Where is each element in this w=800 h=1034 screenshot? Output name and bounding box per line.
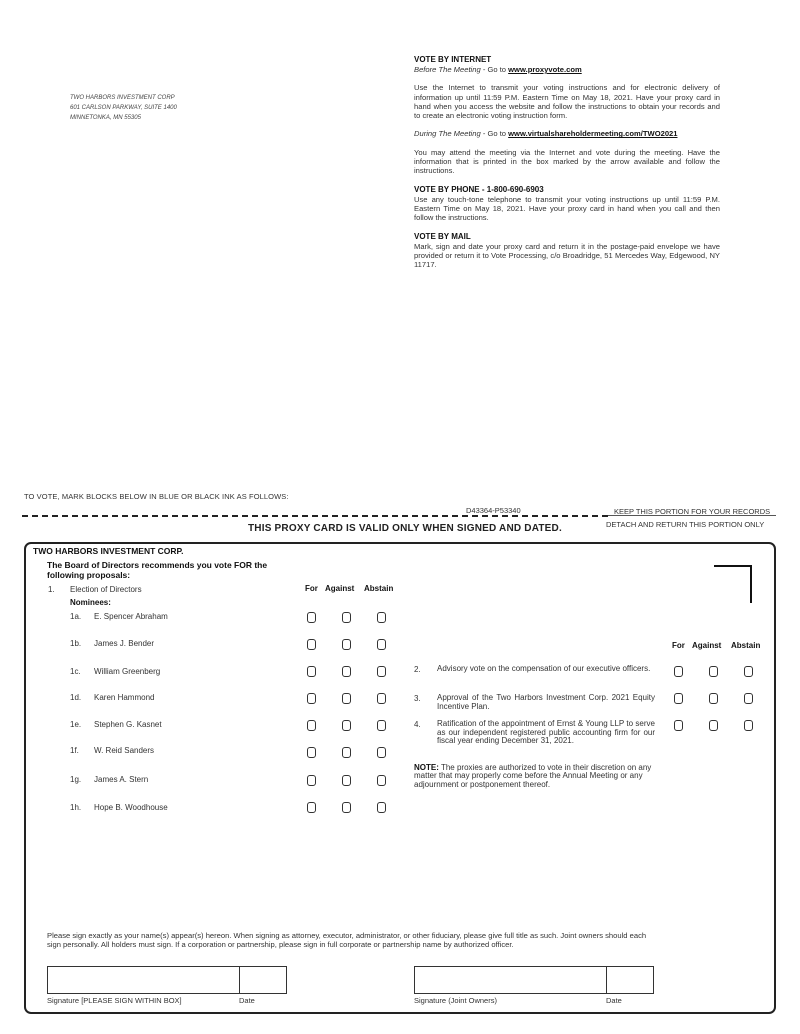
vote-against-checkbox[interactable]	[342, 612, 351, 623]
vote-for-checkbox[interactable]	[674, 666, 683, 677]
nominee-name: E. Spencer Abraham	[94, 612, 168, 621]
during-text: You may attend the meeting via the Internet and vote during the meeting. Have the information that is printed in the box marked by the arrow available and follow the instructions.	[414, 147, 720, 176]
vote-for-checkbox[interactable]	[307, 693, 316, 704]
virtual-meeting-link[interactable]: www.virtualshareholdermeeting.com/TWO2021	[508, 129, 678, 139]
proposal-number: 3.	[414, 694, 421, 703]
to-vote-instruction: TO VOTE, MARK BLOCKS BELOW IN BLUE OR BLACK INK AS FOLLOWS:	[24, 492, 289, 501]
vote-for-checkbox[interactable]	[307, 639, 316, 650]
nominee-name: James A. Stern	[94, 775, 149, 784]
vote-abstain-checkbox[interactable]	[377, 666, 386, 677]
vote-abstain-checkbox[interactable]	[377, 612, 386, 623]
board-recommendation-line: The Board of Directors recommends you vote FOR the	[47, 560, 268, 570]
return-address-line: TWO HARBORS INVESTMENT CORP	[70, 95, 175, 101]
vote-for-checkbox[interactable]	[674, 720, 683, 731]
detach-line-right	[608, 515, 776, 516]
vote-against-checkbox[interactable]	[342, 720, 351, 731]
internet-text: Use the Internet to transmit your voting instructions and for electronic delivery of information up until 11:59 P.M. Eastern Time on May 18, 2021. Have your proxy card in hand when you access the website and follow the instructions to obtain your records and to create an electronic voting instruction form.	[414, 83, 720, 121]
nominee-number: 1d.	[70, 693, 82, 702]
board-recommendation	[47, 561, 307, 580]
valid-notice: THIS PROXY CARD IS VALID ONLY WHEN SIGNED AND DATED.	[248, 523, 562, 534]
return-address-line: MINNETONKA, MN 55305	[70, 115, 141, 121]
vote-abstain-checkbox[interactable]	[377, 747, 386, 758]
vote-for-checkbox[interactable]	[307, 720, 316, 731]
nominee-name: Hope B. Woodhouse	[94, 803, 168, 812]
vote-for-checkbox[interactable]	[307, 612, 316, 623]
proposal-number: 4.	[414, 720, 421, 729]
vote-against-checkbox[interactable]	[342, 775, 351, 786]
vote-for-checkbox[interactable]	[307, 666, 316, 677]
vote-against-checkbox[interactable]	[342, 802, 351, 813]
vote-against-checkbox[interactable]	[709, 693, 718, 704]
vote-abstain-checkbox[interactable]	[744, 666, 753, 677]
nominee-number: 1c.	[70, 667, 81, 676]
election-label: Election of Directors	[70, 585, 142, 594]
note-label: NOTE:	[414, 763, 439, 772]
vote-abstain-checkbox[interactable]	[377, 693, 386, 704]
signature-label: Signature [PLEASE SIGN WITHIN BOX]	[47, 996, 182, 1005]
election-number: 1.	[48, 585, 55, 594]
vote-for-checkbox[interactable]	[307, 747, 316, 758]
proposal-number: 2.	[414, 665, 421, 674]
column-header-against: Against	[325, 584, 355, 593]
vote-for-checkbox[interactable]	[307, 775, 316, 786]
vote-against-checkbox[interactable]	[709, 666, 718, 677]
nominee-number: 1g.	[70, 775, 82, 784]
nominee-name: W. Reid Sanders	[94, 746, 155, 755]
during-meeting-line	[414, 129, 720, 138]
proposal-text: Ratification of the appointment of Ernst & Young LLP to serve as our independent registered public accounting firm for our fiscal year ending December 31, 2021.	[437, 719, 655, 746]
vote-for-checkbox[interactable]	[307, 802, 316, 813]
column-header-for: For	[672, 641, 685, 650]
column-header-abstain: Abstain	[731, 641, 761, 650]
mail-text: Mark, sign and date your proxy card and return it in the postage-paid envelope we have provided or return it to Vote Processing, c/o Broadridge, 51 Mercedes Way, Edgewood, NY 11717.	[414, 241, 720, 270]
detach-portion-label: DETACH AND RETURN THIS PORTION ONLY	[606, 520, 765, 529]
voting-instructions	[414, 55, 720, 269]
proposal-text: Approval of the Two Harbors Investment Corp. 2021 Equity Incentive Plan.	[437, 693, 655, 711]
vote-abstain-checkbox[interactable]	[377, 775, 386, 786]
keep-portion-label: KEEP THIS PORTION FOR YOUR RECORDS	[614, 507, 771, 516]
note-text: The proxies are authorized to vote in their discretion on any matter that may properly come before the Annual Meeting or any adjournment or postponement thereof.	[414, 763, 652, 789]
nominee-number: 1b.	[70, 639, 82, 648]
nominee-number: 1f.	[70, 746, 79, 755]
nominee-number: 1e.	[70, 720, 82, 729]
arrow-corner-mark	[714, 565, 752, 603]
date-box[interactable]	[239, 966, 287, 994]
joint-signature-label: Signature (Joint Owners)	[414, 996, 497, 1005]
vote-against-checkbox[interactable]	[342, 639, 351, 650]
return-address-line: 601 CARLSON PARKWAY, SUITE 1400	[70, 105, 177, 111]
signature-box[interactable]	[47, 966, 240, 994]
joint-date-box[interactable]	[606, 966, 654, 994]
nominee-name: James J. Bender	[94, 639, 155, 648]
column-header-against: Against	[692, 641, 722, 650]
phone-text: Use any touch-tone telephone to transmit your voting instructions up until 11:59 P.M. Eastern Time on May 18, 2021. Have your proxy card in hand when you call and then follow the instructions.	[414, 194, 720, 223]
vote-abstain-checkbox[interactable]	[377, 720, 386, 731]
during-goto-text: - Go to	[480, 129, 509, 139]
column-header-abstain: Abstain	[364, 584, 394, 593]
signing-instructions: Please sign exactly as your name(s) appear(s) hereon. When signing as attorney, executor, administrator, or other fiduciary, please give full title as such. Joint owners should each sign personally. All holders must sign. If a corporation or partnership, please sign in full corporate or partnership name by authorized officer.	[47, 931, 647, 950]
during-meeting-label: During The Meeting	[414, 129, 481, 139]
vote-against-checkbox[interactable]	[342, 693, 351, 704]
nominees-label: Nominees:	[70, 598, 111, 607]
vote-abstain-checkbox[interactable]	[377, 639, 386, 650]
before-meeting-label: Before The Meeting	[414, 65, 481, 74]
nominee-name: William Greenberg	[94, 667, 161, 676]
internet-heading: VOTE BY INTERNET	[414, 55, 492, 64]
detach-line	[22, 515, 608, 517]
date-label: Date	[239, 996, 255, 1005]
vote-against-checkbox[interactable]	[709, 720, 718, 731]
vote-abstain-checkbox[interactable]	[744, 720, 753, 731]
before-meeting-line	[414, 65, 720, 74]
nominee-number: 1a.	[70, 612, 82, 621]
proxy-note	[414, 764, 656, 789]
joint-signature-box[interactable]	[414, 966, 607, 994]
vote-for-checkbox[interactable]	[674, 693, 683, 704]
before-goto-text: - Go to	[480, 65, 509, 74]
column-header-for: For	[305, 584, 318, 593]
phone-heading: VOTE BY PHONE - 1-800-690-6903	[414, 184, 544, 194]
nominee-name: Stephen G. Kasnet	[94, 720, 162, 729]
control-number: D43364-P53340	[466, 506, 521, 515]
nominee-name: Karen Hammond	[94, 693, 155, 702]
proxyvote-link[interactable]: www.proxyvote.com	[508, 65, 582, 74]
company-name: TWO HARBORS INVESTMENT CORP.	[33, 546, 184, 556]
joint-date-label: Date	[606, 996, 622, 1005]
return-address	[70, 93, 177, 123]
vote-against-checkbox[interactable]	[342, 666, 351, 677]
board-recommendation-line: following proposals:	[47, 569, 131, 580]
vote-abstain-checkbox[interactable]	[377, 802, 386, 813]
nominee-number: 1h.	[70, 803, 82, 812]
proposal-text: Advisory vote on the compensation of our executive officers.	[437, 664, 651, 673]
mail-heading: VOTE BY MAIL	[414, 231, 471, 241]
vote-abstain-checkbox[interactable]	[744, 693, 753, 704]
vote-against-checkbox[interactable]	[342, 747, 351, 758]
